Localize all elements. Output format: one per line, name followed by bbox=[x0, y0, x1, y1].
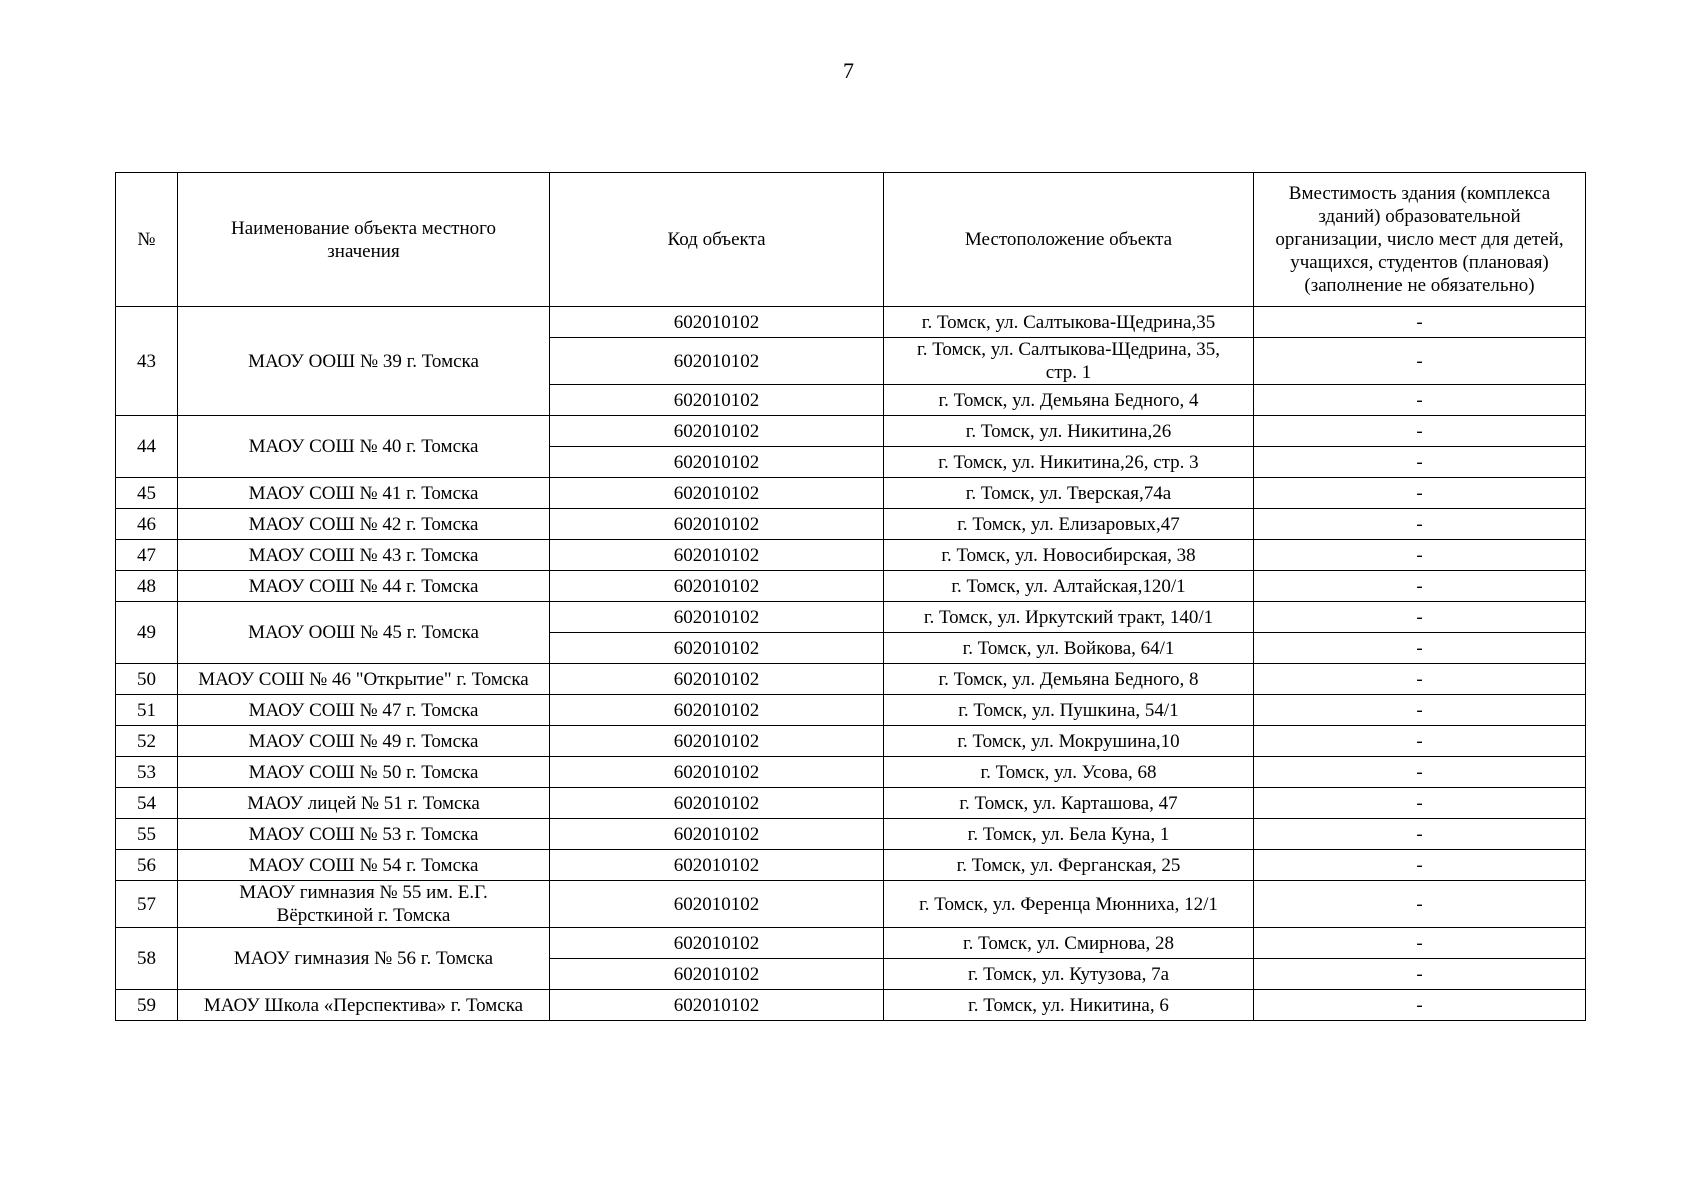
row-number: 54 bbox=[116, 788, 178, 819]
object-location: г. Томск, ул. Елизаровых,47 bbox=[884, 509, 1254, 540]
header-name: Наименование объекта местного значения bbox=[178, 173, 550, 307]
object-code: 602010102 bbox=[550, 416, 884, 447]
row-number: 57 bbox=[116, 881, 178, 928]
object-code: 602010102 bbox=[550, 540, 884, 571]
object-name: МАОУ СОШ № 46 "Открытие" г. Томска bbox=[178, 664, 550, 695]
object-capacity: - bbox=[1254, 307, 1586, 338]
object-location: г. Томск, ул. Пушкина, 54/1 bbox=[884, 695, 1254, 726]
row-number: 55 bbox=[116, 819, 178, 850]
object-capacity: - bbox=[1254, 819, 1586, 850]
table-row bbox=[116, 307, 1586, 338]
object-name: МАОУ ООШ № 39 г. Томска bbox=[178, 307, 550, 416]
row-number: 50 bbox=[116, 664, 178, 695]
row-number: 43 bbox=[116, 307, 178, 416]
object-name: МАОУ лицей № 51 г. Томска bbox=[178, 788, 550, 819]
object-location: г. Томск, ул. Иркутский тракт, 140/1 bbox=[884, 602, 1254, 633]
row-number: 49 bbox=[116, 602, 178, 664]
object-name: МАОУ гимназия № 55 им. Е.Г. Вёрсткиной г. Томска bbox=[178, 881, 550, 928]
object-code: 602010102 bbox=[550, 447, 884, 478]
object-capacity: - bbox=[1254, 602, 1586, 633]
object-location: г. Томск, ул. Никитина,26, стр. 3 bbox=[884, 447, 1254, 478]
object-location: г. Томск, ул. Мокрушина,10 bbox=[884, 726, 1254, 757]
object-name: МАОУ СОШ № 40 г. Томска bbox=[178, 416, 550, 478]
row-number: 48 bbox=[116, 571, 178, 602]
object-capacity: - bbox=[1254, 788, 1586, 819]
object-name: МАОУ гимназия № 56 г. Томска bbox=[178, 928, 550, 990]
table-row bbox=[116, 509, 1586, 540]
object-name: МАОУ СОШ № 44 г. Томска bbox=[178, 571, 550, 602]
table-body bbox=[116, 307, 1586, 1021]
table-row bbox=[116, 788, 1586, 819]
object-name: МАОУ ООШ № 45 г. Томска bbox=[178, 602, 550, 664]
object-location: г. Томск, ул. Тверская,74а bbox=[884, 478, 1254, 509]
table-header-row bbox=[116, 173, 1586, 307]
object-location: г. Томск, ул. Ферганская, 25 bbox=[884, 850, 1254, 881]
table-row bbox=[116, 602, 1586, 633]
table-row bbox=[116, 540, 1586, 571]
object-name: МАОУ СОШ № 41 г. Томска bbox=[178, 478, 550, 509]
object-name: МАОУ СОШ № 50 г. Томска bbox=[178, 757, 550, 788]
object-code: 602010102 bbox=[550, 664, 884, 695]
object-capacity: - bbox=[1254, 416, 1586, 447]
row-number: 47 bbox=[116, 540, 178, 571]
objects-table bbox=[115, 172, 1586, 1021]
header-location: Местоположение объекта bbox=[884, 173, 1254, 307]
row-number: 53 bbox=[116, 757, 178, 788]
object-capacity: - bbox=[1254, 881, 1586, 928]
table-row bbox=[116, 757, 1586, 788]
object-location: г. Томск, ул. Смирнова, 28 bbox=[884, 928, 1254, 959]
table-row bbox=[116, 990, 1586, 1021]
object-name: МАОУ СОШ № 53 г. Томска bbox=[178, 819, 550, 850]
object-code: 602010102 bbox=[550, 633, 884, 664]
table-row bbox=[116, 881, 1586, 928]
object-location: г. Томск, ул. Салтыкова-Щедрина,35 bbox=[884, 307, 1254, 338]
object-code: 602010102 bbox=[550, 509, 884, 540]
row-number: 52 bbox=[116, 726, 178, 757]
object-code: 602010102 bbox=[550, 788, 884, 819]
table-row bbox=[116, 928, 1586, 959]
object-name: МАОУ СОШ № 42 г. Томска bbox=[178, 509, 550, 540]
object-location: г. Томск, ул. Усова, 68 bbox=[884, 757, 1254, 788]
table-row bbox=[116, 571, 1586, 602]
object-code: 602010102 bbox=[550, 726, 884, 757]
table-row bbox=[116, 726, 1586, 757]
object-location: г. Томск, ул. Демьяна Бедного, 4 bbox=[884, 385, 1254, 416]
object-code: 602010102 bbox=[550, 602, 884, 633]
object-location: г. Томск, ул. Новосибирская, 38 bbox=[884, 540, 1254, 571]
object-code: 602010102 bbox=[550, 928, 884, 959]
row-number: 59 bbox=[116, 990, 178, 1021]
object-location: г. Томск, ул. Ференца Мюнниха, 12/1 bbox=[884, 881, 1254, 928]
object-capacity: - bbox=[1254, 664, 1586, 695]
object-capacity: - bbox=[1254, 990, 1586, 1021]
table-row bbox=[116, 416, 1586, 447]
object-location: г. Томск, ул. Бела Куна, 1 bbox=[884, 819, 1254, 850]
object-name: МАОУ СОШ № 43 г. Томска bbox=[178, 540, 550, 571]
object-capacity: - bbox=[1254, 959, 1586, 990]
object-location: г. Томск, ул. Алтайская,120/1 bbox=[884, 571, 1254, 602]
object-capacity: - bbox=[1254, 385, 1586, 416]
table-row bbox=[116, 664, 1586, 695]
object-capacity: - bbox=[1254, 850, 1586, 881]
object-code: 602010102 bbox=[550, 850, 884, 881]
object-name: МАОУ СОШ № 54 г. Томска bbox=[178, 850, 550, 881]
object-capacity: - bbox=[1254, 633, 1586, 664]
object-capacity: - bbox=[1254, 540, 1586, 571]
object-location: г. Томск, ул. Никитина,26 bbox=[884, 416, 1254, 447]
object-location: г. Томск, ул. Никитина, 6 bbox=[884, 990, 1254, 1021]
header-code: Код объекта bbox=[550, 173, 884, 307]
object-code: 602010102 bbox=[550, 881, 884, 928]
object-location: г. Томск, ул. Кутузова, 7а bbox=[884, 959, 1254, 990]
row-number: 45 bbox=[116, 478, 178, 509]
object-code: 602010102 bbox=[550, 757, 884, 788]
object-capacity: - bbox=[1254, 726, 1586, 757]
object-code: 602010102 bbox=[550, 990, 884, 1021]
object-capacity: - bbox=[1254, 509, 1586, 540]
object-capacity: - bbox=[1254, 478, 1586, 509]
object-code: 602010102 bbox=[550, 385, 884, 416]
row-number: 51 bbox=[116, 695, 178, 726]
object-location: г. Томск, ул. Карташова, 47 bbox=[884, 788, 1254, 819]
object-code: 602010102 bbox=[550, 695, 884, 726]
object-capacity: - bbox=[1254, 757, 1586, 788]
row-number: 44 bbox=[116, 416, 178, 478]
header-capacity: Вместимость здания (комплекса зданий) образовательной организации, число мест для детей, учащихся, студентов (плановая) (заполнение не обязательно) bbox=[1254, 173, 1586, 307]
row-number: 56 bbox=[116, 850, 178, 881]
object-name: МАОУ Школа «Перспектива» г. Томска bbox=[178, 990, 550, 1021]
object-name: МАОУ СОШ № 47 г. Томска bbox=[178, 695, 550, 726]
object-capacity: - bbox=[1254, 571, 1586, 602]
table-row bbox=[116, 478, 1586, 509]
object-capacity: - bbox=[1254, 447, 1586, 478]
object-code: 602010102 bbox=[550, 478, 884, 509]
table-row bbox=[116, 850, 1586, 881]
object-location: г. Томск, ул. Демьяна Бедного, 8 bbox=[884, 664, 1254, 695]
object-capacity: - bbox=[1254, 338, 1586, 385]
table-row bbox=[116, 819, 1586, 850]
row-number: 46 bbox=[116, 509, 178, 540]
header-num: № bbox=[116, 173, 178, 307]
object-code: 602010102 bbox=[550, 338, 884, 385]
object-location: г. Томск, ул. Войкова, 64/1 bbox=[884, 633, 1254, 664]
row-number: 58 bbox=[116, 928, 178, 990]
page-number: 7 bbox=[843, 58, 854, 83]
object-code: 602010102 bbox=[550, 959, 884, 990]
table-row bbox=[116, 695, 1586, 726]
object-code: 602010102 bbox=[550, 819, 884, 850]
object-location: г. Томск, ул. Салтыкова-Щедрина, 35, стр. 1 bbox=[884, 338, 1254, 385]
object-capacity: - bbox=[1254, 695, 1586, 726]
object-capacity: - bbox=[1254, 928, 1586, 959]
object-code: 602010102 bbox=[550, 571, 884, 602]
object-name: МАОУ СОШ № 49 г. Томска bbox=[178, 726, 550, 757]
object-code: 602010102 bbox=[550, 307, 884, 338]
